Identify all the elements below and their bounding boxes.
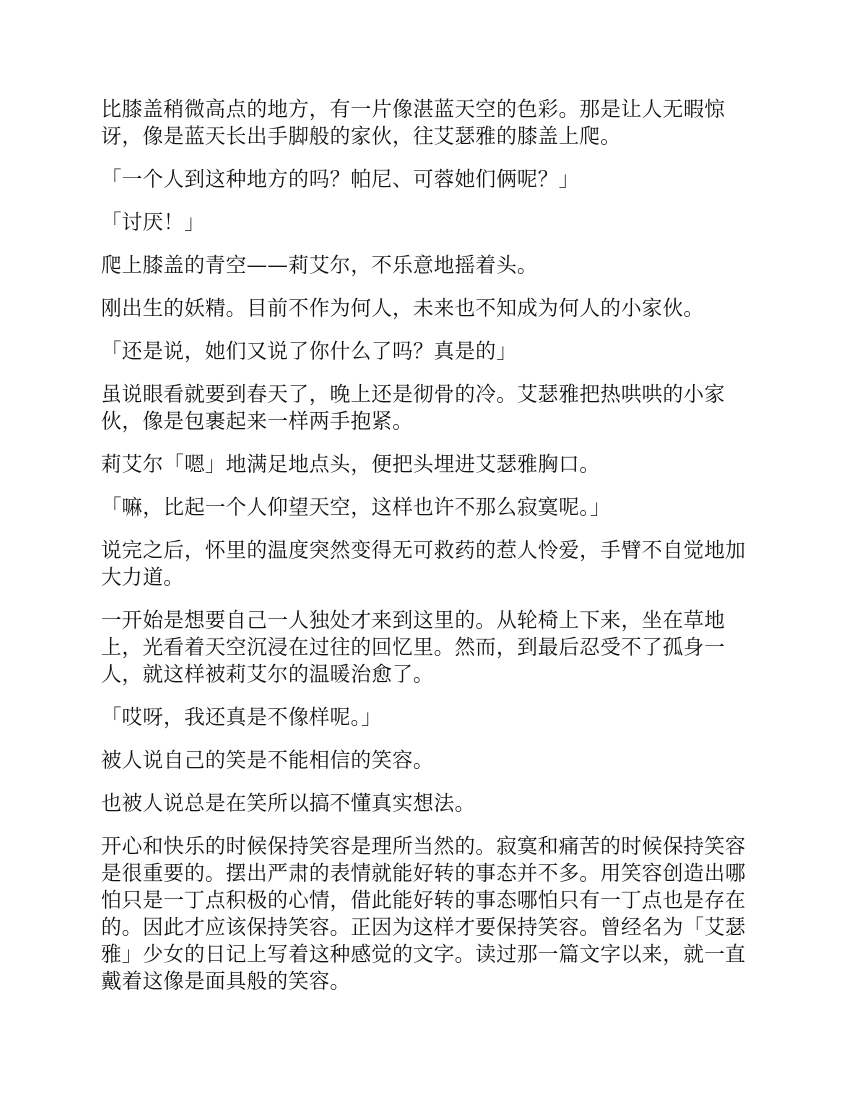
paragraph: 「还是说，她们又说了你什么了吗？真是的」 (101, 339, 517, 363)
paragraph: 也被人说总是在笑所以搞不懂真实想法。 (101, 791, 476, 815)
paragraph: 比膝盖稍微高点的地方，有一片像湛蓝天空的色彩。那是让人无暇惊讶，像是蓝天长出手脚般的家伙，往艾瑟雅的膝盖上爬。 (101, 97, 725, 148)
paragraph: 说完之后，怀里的温度突然变得无可救药的惹人怜爱，手臂不自觉地加大力道。 (101, 538, 746, 589)
paragraph: 刚出生的妖精。目前不作为何人，未来也不知成为何人的小家伙。 (101, 296, 705, 320)
paragraph: 一开始是想要自己一人独处才来到这里的。从轮椅上下来，坐在草地上，光看着天空沉浸在过往的回忆里。然而，到最后忍受不了孤身一人，就这样被莉艾尔的温暖治愈了。 (101, 608, 725, 686)
paragraph: 开心和快乐的时候保持笑容是理所当然的。寂寞和痛苦的时候保持笑容是很重要的。摆出严肃的表情就能好转的事态并不多。用笑容创造出哪怕只是一丁点积极的心情，借此能好转的事态哪怕只有一丁点也是存在的。因此才应该保持笑容。正因为这样才要保持笑容。曾经名为「艾瑟雅」少女的日记上写着这种感觉的文字。读过那一篇文字以来，就一直戴着这像是面具般的笑容。 (101, 834, 746, 993)
paragraph: 「一个人到这种地方的吗？帕尼、可蓉她们俩呢？」 (101, 167, 580, 191)
paragraph: 「哎呀，我还真是不像样呢。」 (101, 705, 382, 729)
paragraph: 莉艾尔「嗯」地满足地点头，便把头埋进艾瑟雅胸口。 (101, 452, 601, 476)
paragraph: 爬上膝盖的青空——莉艾尔，不乐意地摇着头。 (101, 253, 538, 277)
paragraph: 「嘛，比起一个人仰望天空，这样也许不那么寂寞呢。」 (101, 495, 611, 519)
paragraph: 虽说眼看就要到春天了，晚上还是彻骨的冷。艾瑟雅把热哄哄的小家伙，像是包裹起来一样两手抱紧。 (101, 382, 725, 433)
document-body (101, 96, 749, 1011)
paragraph: 「讨厌！」 (101, 210, 205, 234)
paragraph: 被人说自己的笑是不能相信的笑容。 (101, 748, 434, 772)
